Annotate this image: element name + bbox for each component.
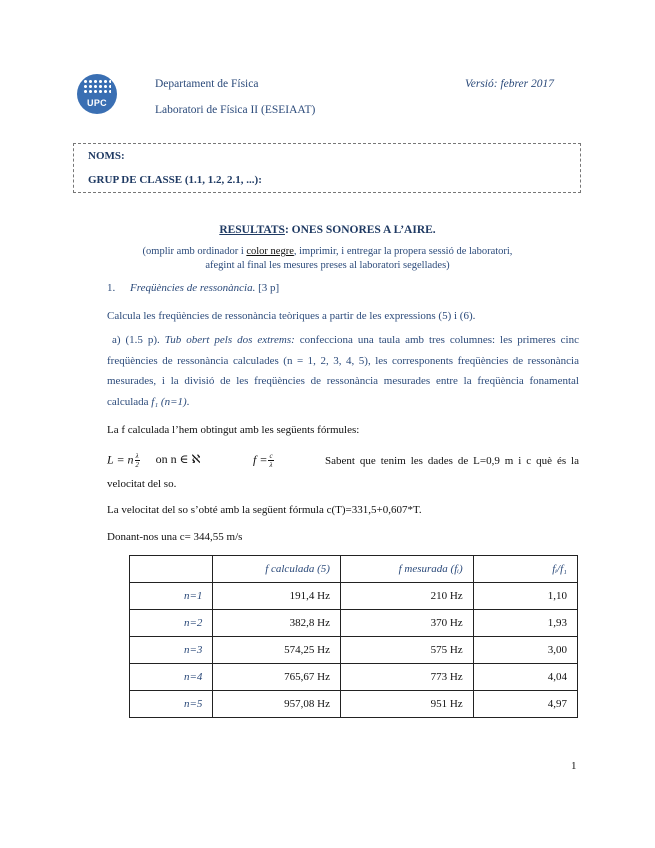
table-row xyxy=(130,583,578,610)
section1-heading xyxy=(107,282,279,294)
subtitle-color-black: color negre xyxy=(246,246,294,257)
department-name: Departament de Física xyxy=(155,78,259,90)
table-row xyxy=(130,637,578,664)
subtitle-part-b: , imprimir, i entregar la propera sessió de laboratori, xyxy=(293,246,513,257)
formula2-num: c xyxy=(269,452,273,460)
version-label: Versió: febrer 2017 xyxy=(465,78,555,90)
page-number: 1 xyxy=(571,760,577,772)
formula1-fraction xyxy=(135,452,140,469)
table-header-cell xyxy=(130,556,213,583)
subtitle-line2: afegint al final les mesures preses al laboratori segellades) xyxy=(205,260,450,271)
row-n: n=1 xyxy=(130,583,213,610)
known-data-line2: velocitat del so. xyxy=(107,478,177,490)
names-label: NOMS: xyxy=(88,150,125,162)
results-title xyxy=(0,224,655,236)
row-calc: 191,4 Hz xyxy=(213,583,341,610)
row-meas: 773 Hz xyxy=(340,664,473,691)
part-a-tail: f₁ (n=1) xyxy=(151,395,187,408)
frequency-table xyxy=(129,555,578,718)
formula1-tail: on n ∈ ℵ xyxy=(155,452,201,467)
velocity-formula-line: La velocitat del so s’obté amb la següent fórmula c(T)=331,5+0,607*T. xyxy=(107,504,422,516)
row-ratio: 3,00 xyxy=(473,637,577,664)
velocity-result-line: Donant-nos una c= 344,55 m/s xyxy=(107,531,243,543)
logo-text: UPC xyxy=(87,98,107,108)
logo-dots xyxy=(83,79,111,93)
student-info-box xyxy=(73,143,581,193)
table-row xyxy=(130,691,578,718)
formula2-lhs: f = xyxy=(253,452,268,467)
formula1-den: 2 xyxy=(135,461,139,469)
row-meas: 575 Hz xyxy=(340,637,473,664)
formulas-intro: La f calculada l’hem obtingut amb les següents fórmules: xyxy=(107,424,360,436)
intro-paragraph: Calcula les freqüències de ressonància teòriques a partir de les expressions (5) i (6). xyxy=(107,310,476,322)
formula-wavelength xyxy=(107,452,200,469)
section1-number: 1. xyxy=(107,282,116,294)
lab-name: Laboratori de Física II (ESEIAAT) xyxy=(155,104,316,116)
row-n: n=2 xyxy=(130,610,213,637)
row-ratio: 4,04 xyxy=(473,664,577,691)
row-ratio: 1,10 xyxy=(473,583,577,610)
row-n: n=5 xyxy=(130,691,213,718)
formula1-lhs: L = n xyxy=(107,452,134,467)
row-calc: 574,25 Hz xyxy=(213,637,341,664)
formula-frequency xyxy=(253,452,275,469)
part-a-label: a) (1.5 p). xyxy=(111,334,160,346)
row-meas: 370 Hz xyxy=(340,610,473,637)
section1-title: Freqüències de ressonància. xyxy=(130,282,256,294)
row-calc: 765,67 Hz xyxy=(213,664,341,691)
part-a-period: . xyxy=(186,395,190,408)
row-meas: 951 Hz xyxy=(340,691,473,718)
part-a-text: confecciona una taula amb tres columnes: les primeres cinc freqüències de ressonància calculades (n = 1, 2, 3, 4, 5), les corresponents freqüències de ressonància mesurades, i la divisió de les freqüències de ressonància mesurades entre la freqüència fonamental calculada xyxy=(107,334,579,408)
row-calc: 957,08 Hz xyxy=(213,691,341,718)
row-n: n=4 xyxy=(130,664,213,691)
part-a-paragraph xyxy=(107,330,579,412)
group-label: GRUP DE CLASSE (1.1, 1.2, 2.1, ...): xyxy=(88,174,262,186)
row-meas: 210 Hz xyxy=(340,583,473,610)
section1-points: [3 p] xyxy=(258,282,280,294)
subtitle-line1 xyxy=(0,246,655,257)
subtitle-part-a: (omplir amb ordinador i xyxy=(142,246,247,257)
formula2-den: λ xyxy=(269,461,273,469)
row-n: n=3 xyxy=(130,637,213,664)
upc-logo xyxy=(77,74,117,114)
table-row xyxy=(130,610,578,637)
table-row xyxy=(130,664,578,691)
results-word: RESULTATS xyxy=(219,224,285,236)
formula1-num: λ xyxy=(135,452,139,460)
table-header-meas: f mesurada (fᵢ) xyxy=(340,556,473,583)
table-header-ratio: fᵢ/f₁ xyxy=(473,556,577,583)
table-header-calc: f calculada (5) xyxy=(213,556,341,583)
known-data-line: Sabent que tenim les dades de L=0,9 m i c què és la xyxy=(325,455,579,467)
part-a-italic: Tub obert pels dos extrems: xyxy=(164,334,295,346)
row-ratio: 4,97 xyxy=(473,691,577,718)
results-rest: : ONES SONORES A L’AIRE. xyxy=(284,224,436,236)
formula2-fraction xyxy=(268,452,273,469)
table-header-row xyxy=(130,556,578,583)
row-ratio: 1,93 xyxy=(473,610,577,637)
row-calc: 382,8 Hz xyxy=(213,610,341,637)
